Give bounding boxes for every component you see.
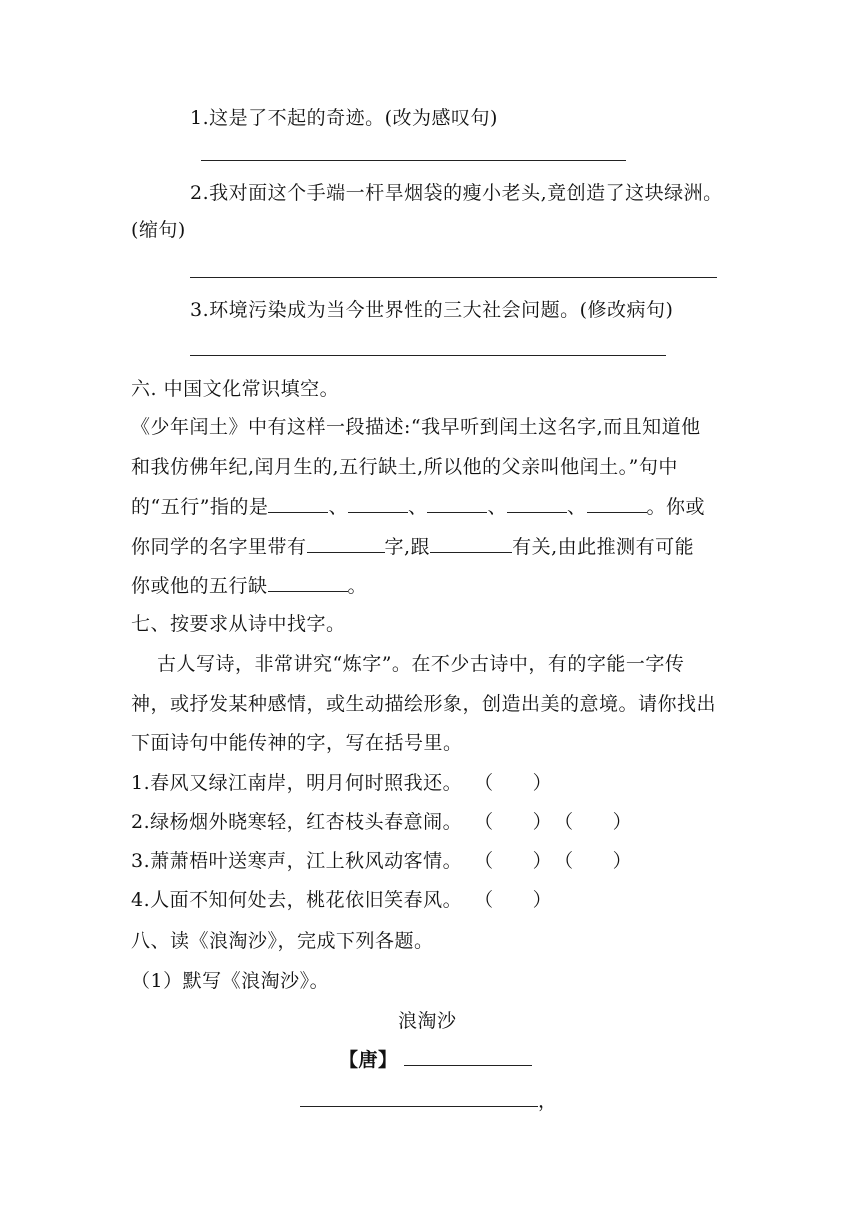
section6-line1: 《少年闰土》中有这样一段描述:“我早听到闰土这名字,而且知道他: [131, 416, 701, 438]
poem-item-1-text: 1.春风又绿江南岸，明月何时照我还。: [131, 772, 463, 794]
section6-line3-text: 的“五行”指的是: [131, 496, 269, 518]
section6-line4-b: 字,跟: [384, 536, 431, 558]
section6-line2: 和我仿佛年纪,闰月生的,五行缺土,所以他的父亲叫他闰土。”句中: [131, 456, 678, 478]
sep: 、: [407, 496, 428, 518]
blank-name-char[interactable]: [307, 534, 385, 553]
section6-line5-a: 你或他的五行缺: [131, 575, 268, 597]
blank-wuxing-2[interactable]: [348, 494, 408, 513]
dynasty-label: 【唐】: [339, 1049, 398, 1071]
section6-line3: [131, 494, 705, 519]
section7-para2: 神，或抒发某种感情，或生动描绘形象，创造出美的意境。请你找出: [131, 693, 717, 715]
poem-item-1: [131, 771, 553, 795]
blank-wuxing-1[interactable]: [268, 494, 328, 513]
q1-text: 1.这是了不起的奇迹。(改为感叹句): [190, 107, 498, 129]
section8-heading: 八、读《浪淘沙》，完成下列各题。: [131, 930, 434, 952]
section6-line4: [131, 534, 694, 559]
sep: 、: [328, 496, 348, 518]
section7-para3: 下面诗句中能传神的字，写在括号里。: [131, 732, 463, 754]
blank-lacking[interactable]: [268, 573, 348, 592]
answer-paren[interactable]: （ ）: [554, 811, 633, 833]
poem-item-4-text: 4.人面不知何处去，桃花依旧笑春风。: [131, 889, 463, 911]
poem-comma: ，: [538, 1090, 558, 1112]
poem-item-2-text: 2.绿杨烟外晓寒轻，红杏枝头春意闹。: [131, 811, 463, 833]
section6-line4-c: 有关,由此推测有可能: [512, 536, 695, 558]
answer-paren[interactable]: （ ）: [474, 889, 553, 911]
blank-author[interactable]: [404, 1047, 532, 1066]
blank-related[interactable]: [430, 534, 512, 553]
poem-title: 浪淘沙: [398, 1010, 457, 1032]
answer-paren[interactable]: （ ）: [474, 811, 553, 833]
answer-paren[interactable]: （ ）: [474, 850, 553, 872]
poem-item-3: [131, 849, 633, 873]
section7-heading: 七、按要求从诗中找字。: [131, 613, 346, 635]
section6-heading: 六. 中国文化常识填空。: [131, 378, 340, 400]
section6-line3-end: 。你或: [646, 496, 706, 518]
answer-paren[interactable]: （ ）: [554, 850, 633, 872]
blank-wuxing-3[interactable]: [427, 494, 487, 513]
poem-item-2: [131, 810, 633, 834]
q2-text-line1: 2.我对面这个手端一杆旱烟袋的瘦小老头,竟创造了这块绿洲。: [190, 182, 723, 204]
blank-wuxing-5[interactable]: [587, 494, 647, 513]
answer-line-1[interactable]: [201, 160, 626, 161]
q2-text-line2: (缩句): [131, 219, 186, 241]
answer-line-2[interactable]: [190, 277, 717, 278]
poem-item-4: [131, 888, 553, 912]
sep: 、: [487, 496, 507, 518]
blank-poem-line-1[interactable]: [300, 1088, 538, 1107]
sep: 、: [566, 496, 587, 518]
section6-line4-a: 你同学的名字里带有: [131, 536, 307, 558]
q3-text: 3.环境污染成为当今世界性的三大社会问题。(修改病句): [190, 299, 674, 321]
blank-wuxing-4[interactable]: [507, 494, 567, 513]
poem-line-1: [300, 1088, 558, 1113]
section6-line5-b: 。: [347, 575, 368, 597]
poem-author-line: [339, 1047, 532, 1072]
section6-line5: [131, 573, 367, 598]
poem-item-3-text: 3.萧萧梧叶送寒声，江上秋风动客情。: [131, 850, 463, 872]
answer-line-3[interactable]: [190, 355, 666, 356]
section8-sub1: （1）默写《浪淘沙》。: [131, 970, 330, 992]
answer-paren[interactable]: （ ）: [474, 772, 553, 794]
section7-para1: 古人写诗，非常讲究“炼字”。在不少古诗中，有的字能一字传: [157, 653, 685, 675]
